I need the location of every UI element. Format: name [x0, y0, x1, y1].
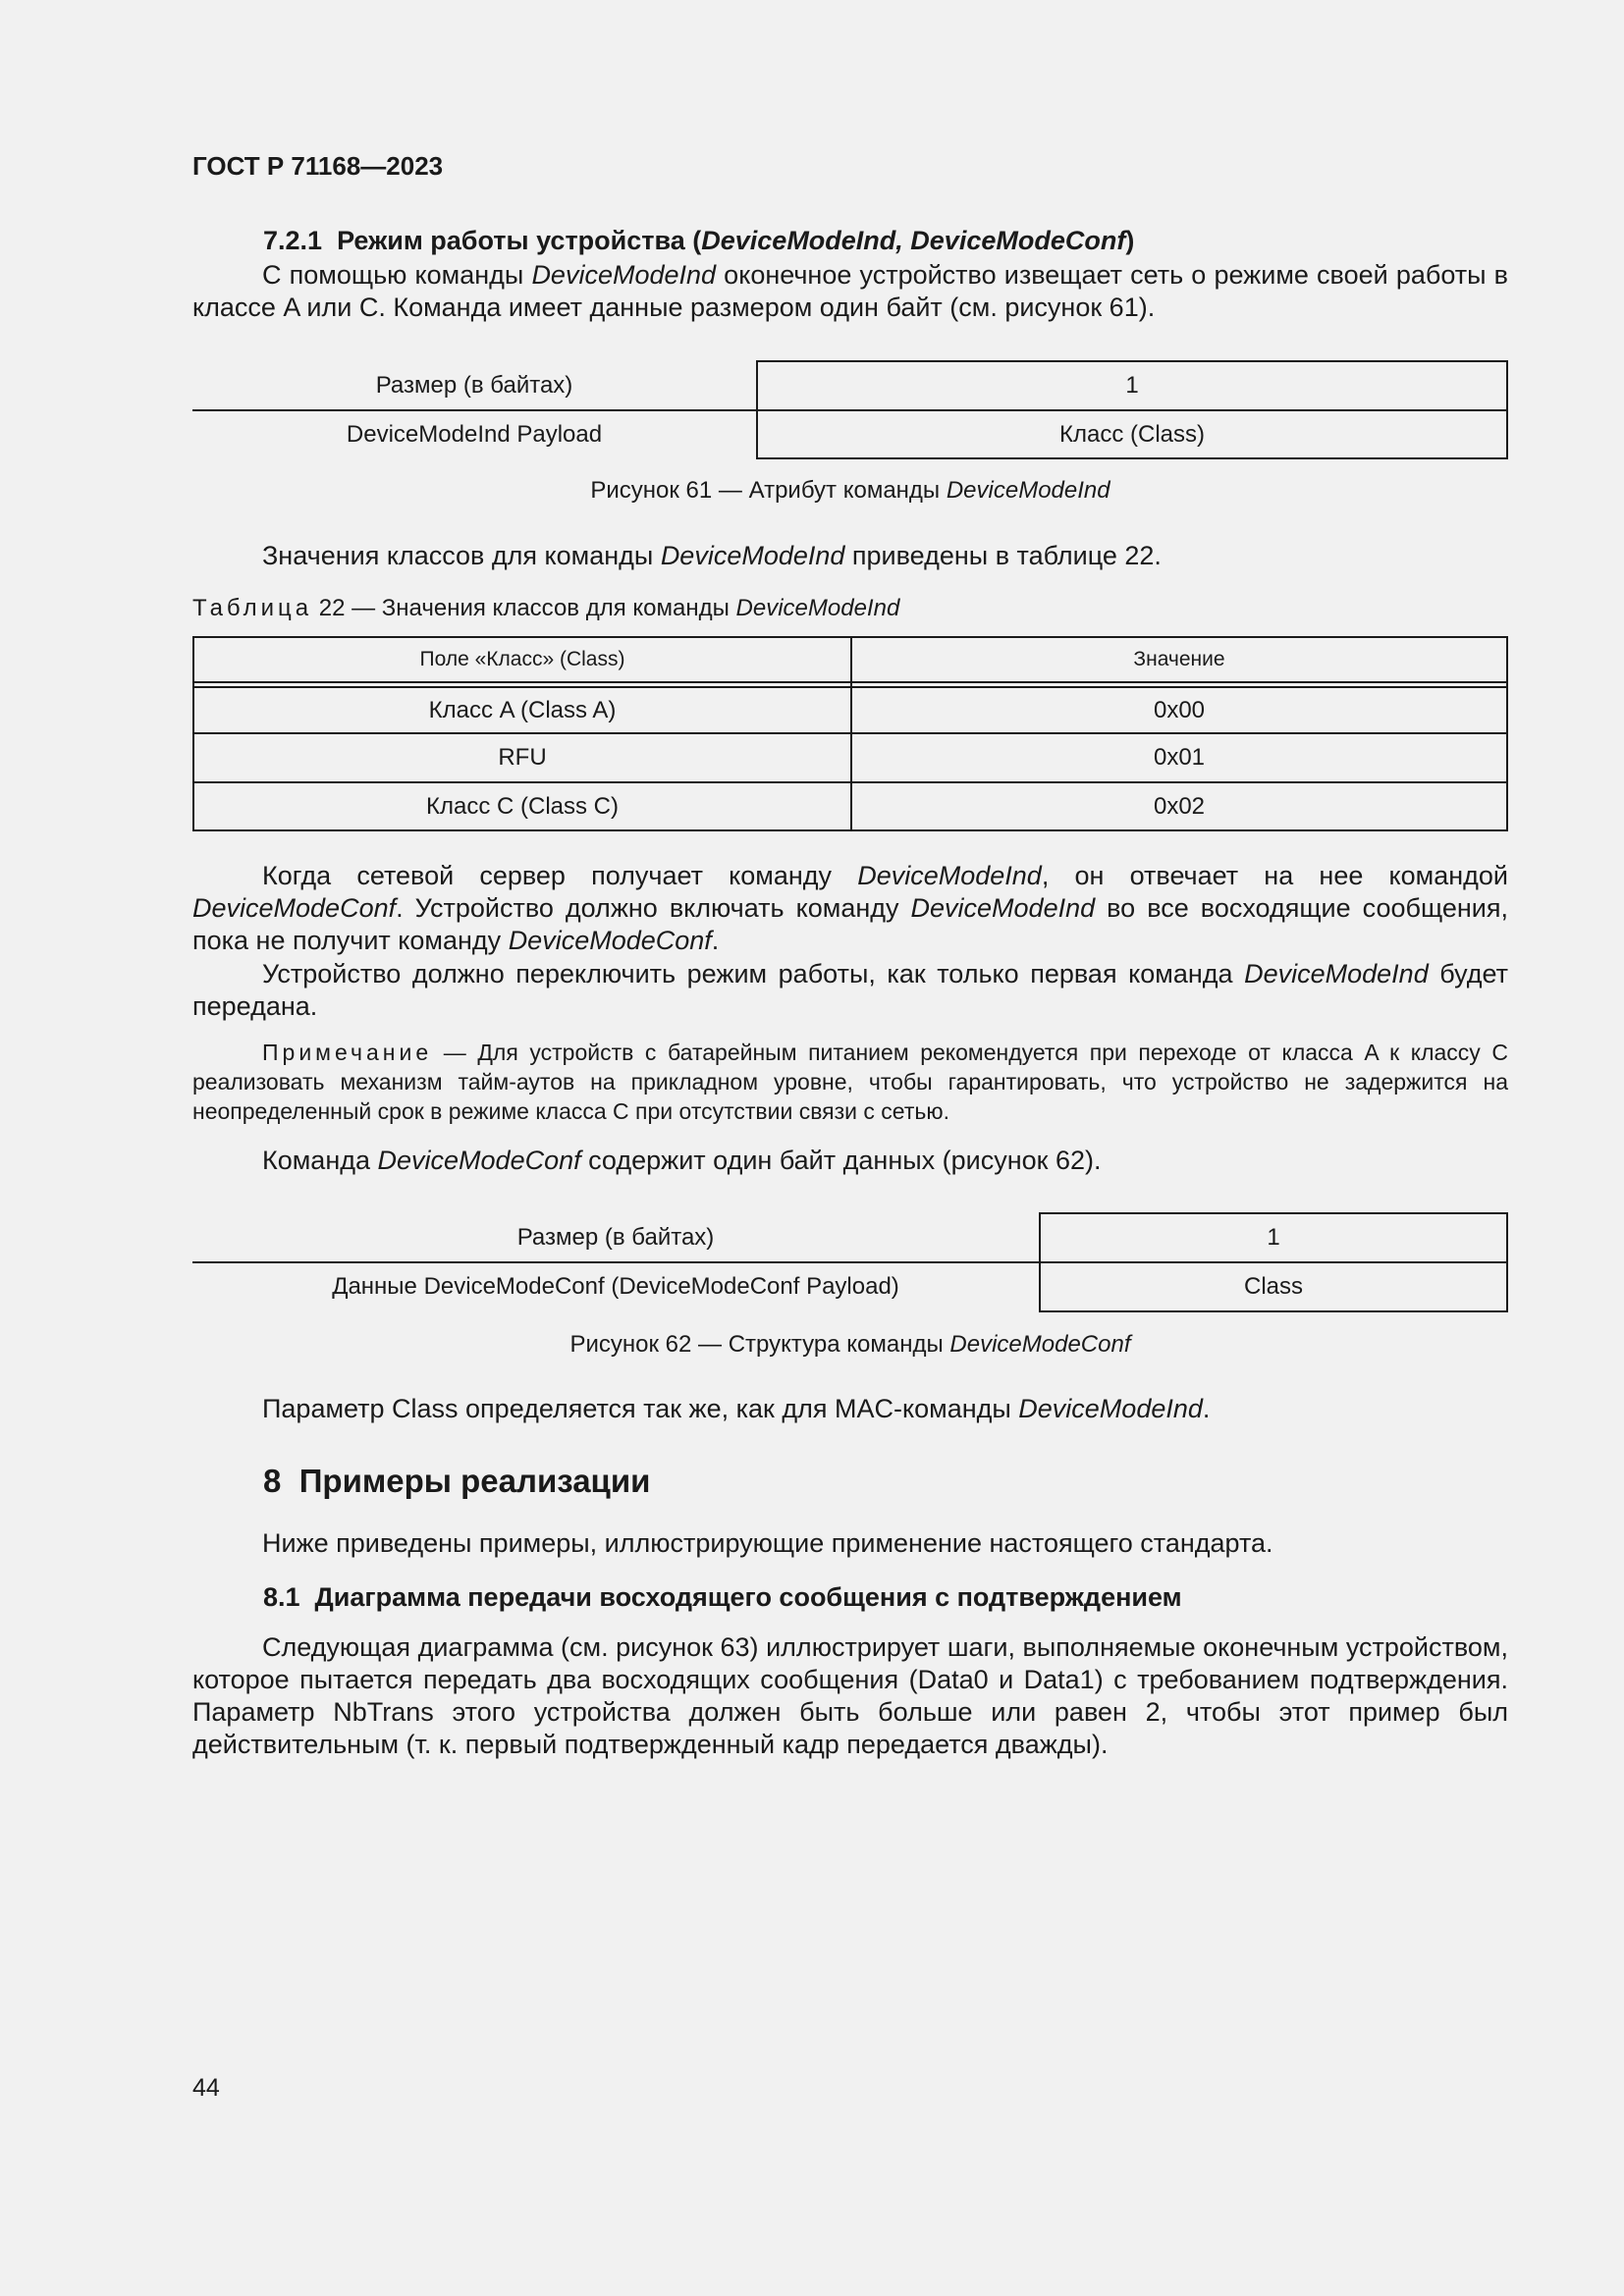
figure-62-payload-label: Данные DeviceModeConf (DeviceModeConf Payload) — [332, 1273, 899, 1300]
section-heading-8: 8 Примеры реализации — [263, 1463, 651, 1499]
subsection-title-italic: DeviceModeInd, DeviceModeConf — [701, 226, 1126, 255]
paragraph-class-values: Значения классов для команды DeviceModeInd приведены в таблице 22. — [262, 541, 1162, 570]
figure-61-size-label: Размер (в байтах) — [375, 372, 573, 399]
subsection-title-pre: Режим работы устройства ( — [337, 226, 702, 255]
table-22-header-rule-top — [192, 681, 1508, 683]
figure-62-size-label: Размер (в байтах) — [516, 1224, 715, 1251]
table-label: Таблица — [192, 595, 313, 621]
paragraph-examples-intro: Ниже приведены примеры, иллюстрирующие применение настоящего стандарта. — [262, 1528, 1273, 1558]
figure-61-size-value: 1 — [1125, 372, 1139, 399]
page-number: 44 — [192, 2074, 220, 2102]
table-header-field: Поле «Класс» (Class) — [419, 648, 625, 670]
note-text: — Для устройств с батарейным питанием рекомендуется при переходе от класса A к классу C реализовать механизм тайм-аутов на прикладном уровне, чтобы гарантировать, что устройство не задержится на неопределенный срок в режиме класса C при отсутствии связи с сетью. — [192, 1040, 1508, 1124]
note-label: Примечание — [262, 1040, 433, 1065]
note — [192, 1038, 1508, 1126]
paragraph-mode-switch: Устройство должно переключить режим работы, как только первая команда DeviceModeInd будет передана. — [192, 959, 1509, 1021]
figure-62-size-value: 1 — [1267, 1224, 1280, 1251]
paragraph-device-mode-conf: Команда DeviceModeConf содержит один байт данных (рисунок 62). — [262, 1146, 1102, 1175]
figure-62-payload-value: Class — [1243, 1273, 1303, 1300]
subsection-number: 7.2.1 — [263, 226, 323, 255]
subsection-title-post: ) — [1125, 226, 1135, 255]
figure-61-caption: Рисунок 61 — Атрибут команды DeviceModeInd — [590, 477, 1110, 504]
paragraph-class-parameter: Параметр Class определяется так же, как для MAC-команды DeviceModeInd. — [262, 1394, 1211, 1423]
paragraph-server-response: Когда сетевой сервер получает команду DeviceModeInd, он отвечает на нее командой DeviceModeConf. Устройство должно включать команду DeviceModeInd во все восходящие сообщения, пока не получит команду DeviceModeConf. — [192, 861, 1509, 955]
paragraph-device-mode-ind: С помощью команды DeviceModeInd оконечное устройство извещает сеть о режиме своей работы в классе A или C. Команда имеет данные размером один байт (см. рисунок 61). — [192, 260, 1508, 322]
figure-61-payload-label: DeviceModeInd Payload — [346, 420, 603, 448]
table-cell-value: 0x01 — [1153, 744, 1206, 771]
table-cell-class: Класс A (Class A) — [428, 696, 617, 723]
table-cell-value: 0x00 — [1153, 696, 1206, 723]
document-code: ГОСТ Р 71168—2023 — [192, 151, 444, 181]
paragraph-uplink-diagram: Следующая диаграмма (см. рисунок 63) иллюстрирует шаги, выполняемые оконечным устройством, которое пытается передать два восходящих сообщения (Data0 и Data1) с требованием подтверждения. Параметр NbTrans этого устройства должен быть больше или равен 2, чтобы этот пример был действительным (т. к. первый подтвержденный кадр передается дважды). — [192, 1632, 1508, 1759]
subsection-heading-8-1: 8.1 Диаграмма передачи восходящего сообщения с подтверждением — [263, 1582, 1182, 1612]
figure-62-caption: Рисунок 62 — Структура команды DeviceModeConf — [569, 1331, 1131, 1358]
table-cell-class: Класс C (Class C) — [426, 792, 619, 820]
table-cell-value: 0x02 — [1153, 792, 1206, 820]
figure-61-payload-value: Класс (Class) — [1059, 420, 1205, 448]
table-header-value: Значение — [1133, 648, 1225, 670]
table-cell-class: RFU — [498, 744, 547, 771]
table-22-title: Таблица 22 — Значения классов для команды DeviceModeInd — [192, 595, 900, 621]
subsection-heading-7-2-1 — [263, 226, 1134, 256]
